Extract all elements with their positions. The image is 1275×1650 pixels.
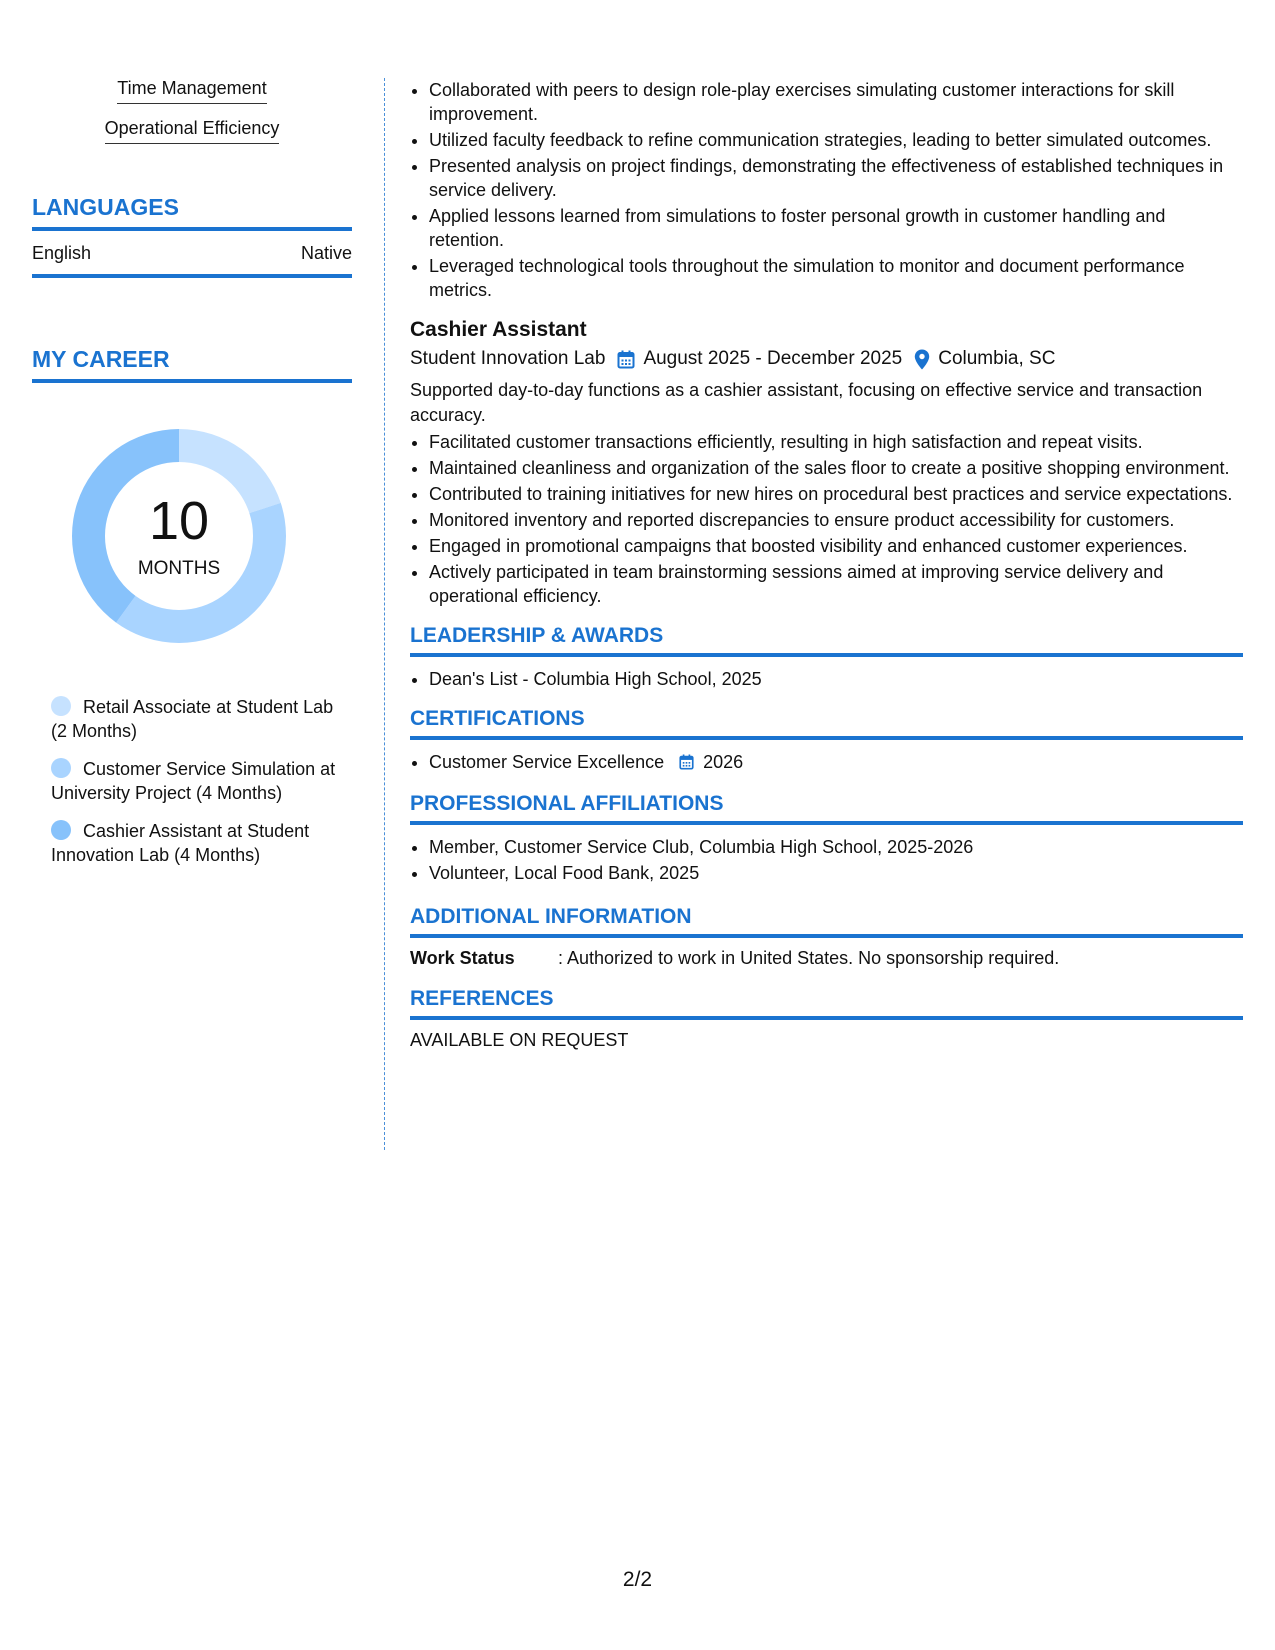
leadership-list [410, 667, 1243, 691]
certification-item [429, 750, 1243, 776]
bullet-item: • Facilitated customer transactions efficiently, resulting in high satisfaction and repeat visits. [429, 430, 1243, 454]
bullet-item: • Actively participated in team brainstorming sessions aimed at improving service delivery and operational efficiency. [429, 560, 1243, 608]
legend-dot [51, 820, 71, 840]
bullet-item: • Contributed to training initiatives for new hires on procedural best practices and service expectations. [429, 482, 1243, 506]
skill-label: Time Management [117, 78, 266, 104]
bullet-item: • Volunteer, Local Food Bank, 2025 [429, 861, 1243, 885]
column-divider [384, 78, 385, 1150]
skill-item [32, 78, 352, 104]
legend-label: Customer Service Simulation at University Project (4 Months) [51, 759, 336, 803]
legend-label: Cashier Assistant at Student Innovation Lab (4 Months) [51, 821, 310, 865]
calendar-icon [617, 350, 635, 369]
certifications-heading: CERTIFICATIONS [410, 707, 1243, 740]
skill-label: Operational Efficiency [105, 118, 280, 144]
bullet-item: • Presented analysis on project findings, demonstrating the effectiveness of established techniques in service delivery. [429, 154, 1243, 202]
page-number: 2/2 [622, 1568, 653, 1591]
job-location: Columbia, SC [938, 348, 1056, 369]
career-total: 10 [148, 491, 210, 551]
sidebar [32, 78, 352, 881]
legend-item [51, 695, 341, 743]
languages-heading: LANGUAGES [32, 194, 352, 231]
bullet-item: • Collaborated with peers to design role-play exercises simulating customer interactions for skill improvement. [429, 78, 1243, 126]
job-title: Cashier Assistant [410, 318, 587, 341]
bullet-item: • Dean's List - Columbia High School, 2025 [429, 667, 1243, 691]
work-status-row [410, 948, 1243, 969]
career-donut-chart [32, 421, 352, 661]
bullet-item: • Maintained cleanliness and organization of the sales floor to create a positive shopping environment. [429, 456, 1243, 480]
references-heading: REFERENCES [410, 987, 1243, 1020]
bullet-item: • Leveraged technological tools throughout the simulation to monitor and document performance metrics. [429, 254, 1243, 302]
legend-item [51, 757, 341, 805]
affiliations-list [410, 835, 1243, 885]
language-level: Native [300, 243, 352, 263]
legend-item [51, 819, 341, 867]
bullet-item: • Monitored inventory and reported discrepancies to ensure product accessibility for customers. [429, 508, 1243, 532]
affiliations-heading: PROFESSIONAL AFFILIATIONS [410, 792, 1243, 825]
work-status-value: : Authorized to work in United States. No sponsorship required. [558, 948, 1060, 968]
additional-info-heading: ADDITIONAL INFORMATION [410, 905, 1243, 938]
language-name: English [32, 243, 92, 263]
job-bullets [410, 430, 1243, 608]
legend-label: Retail Associate at Student Lab (2 Months) [51, 697, 334, 741]
career-unit: MONTHS [137, 558, 221, 579]
references-text: AVAILABLE ON REQUEST [410, 1030, 629, 1050]
certification-name: Customer Service Excellence [429, 752, 665, 772]
bullet-item: • Engaged in promotional campaigns that boosted visibility and enhanced customer experiences. [429, 534, 1243, 558]
work-status-label: Work Status [410, 948, 515, 968]
previous-job-bullets [410, 78, 1243, 302]
bullet-item: • Utilized faculty feedback to refine communication strategies, leading to better simulated outcomes. [429, 128, 1243, 152]
job-dates: August 2025 - December 2025 [643, 348, 903, 369]
legend-dot [51, 758, 71, 778]
certification-year: 2026 [703, 752, 744, 772]
career-heading: MY CAREER [32, 346, 352, 383]
job-company: Student Innovation Lab [410, 348, 606, 369]
job-meta [410, 348, 1243, 370]
skill-item [32, 118, 352, 144]
bullet-item: • Member, Customer Service Club, Columbia High School, 2025-2026 [429, 835, 1243, 859]
language-row [32, 231, 352, 278]
career-legend [32, 695, 352, 867]
bullet-item: • Applied lessons learned from simulations to foster personal growth in customer handling and retention. [429, 204, 1243, 252]
leadership-heading: LEADERSHIP & AWARDS [410, 624, 1243, 657]
certifications-list [410, 750, 1243, 776]
legend-dot [51, 696, 71, 716]
main-content [410, 78, 1243, 1051]
calendar-icon [679, 752, 694, 776]
job-description: Supported day-to-day functions as a cashier assistant, focusing on effective service and transaction accuracy. [410, 380, 1203, 425]
map-pin-icon [914, 349, 930, 370]
